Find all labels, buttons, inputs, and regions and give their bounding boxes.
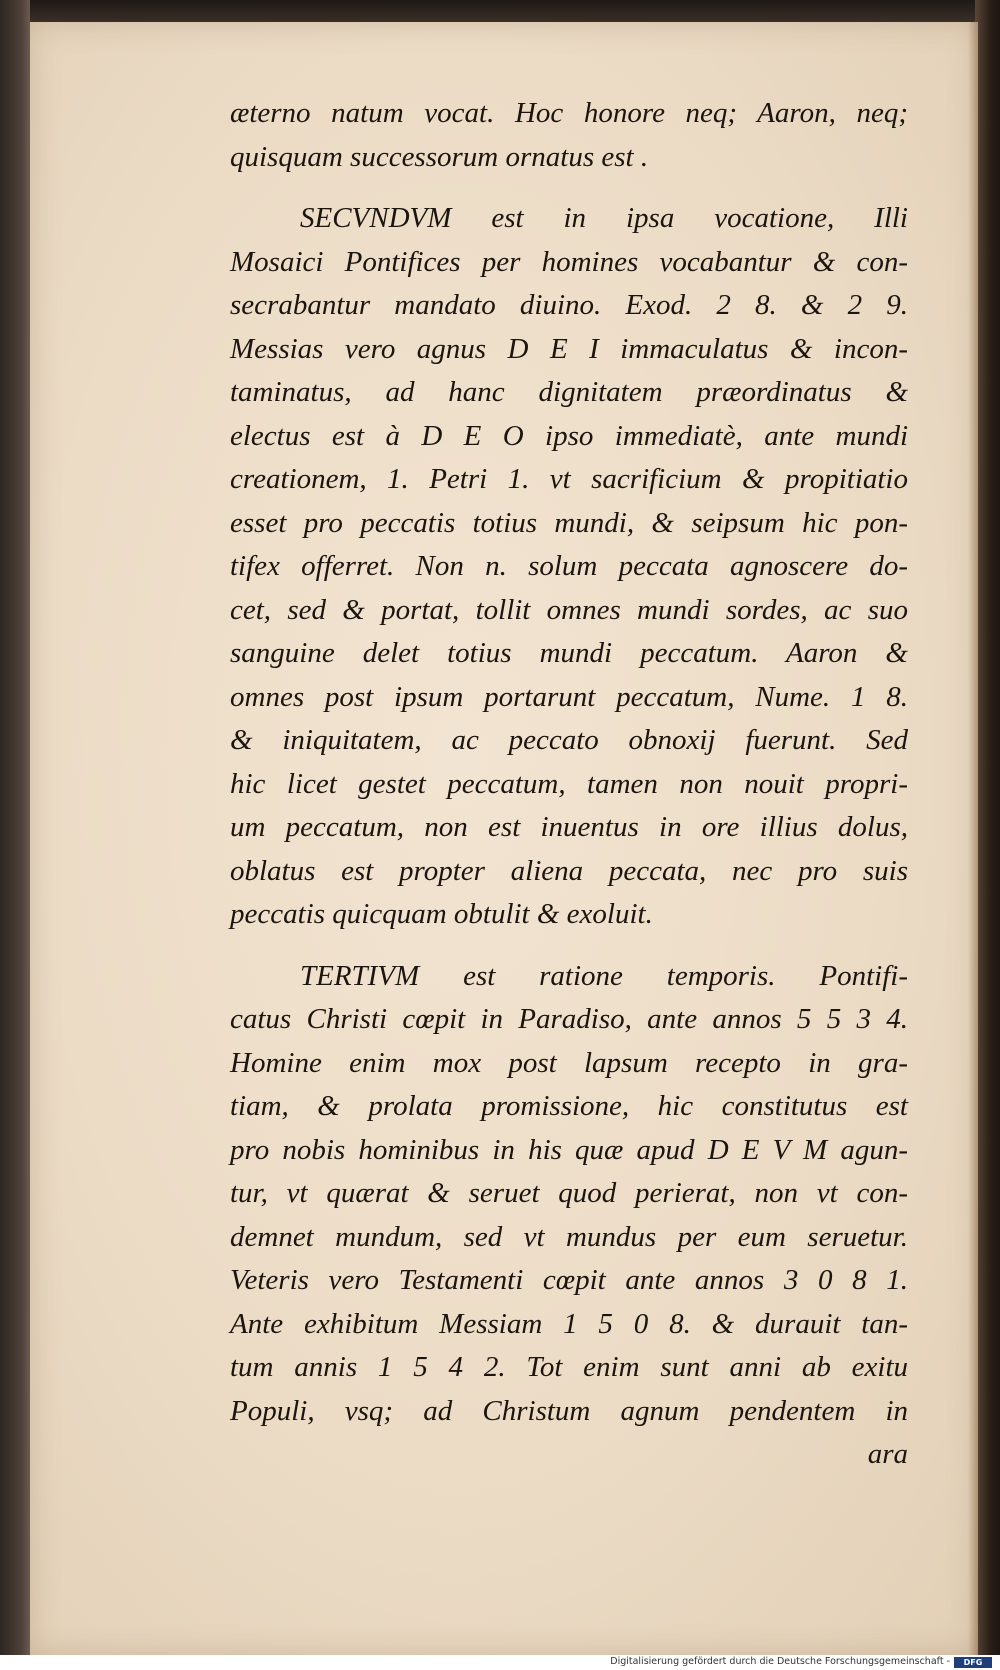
text-line: taminatus, ad hanc dignitatem præordinatus & xyxy=(230,376,908,408)
text-line: hic licet gestet peccatum, tamen non nouit propri- xyxy=(230,767,908,800)
funding-credit: Digitalisierung gefördert durch die Deutsche Forschungsgemeinschaft - xyxy=(610,1656,950,1667)
page-text xyxy=(230,92,908,1477)
text-line: Mosaici Pontifices per homines vocabantur & con- xyxy=(230,245,908,278)
text-line: Veteris vero Testamenti cœpit ante annos 3 0 8 1. xyxy=(230,1264,908,1296)
page-edge-shadow xyxy=(968,22,978,1655)
text-line: tum annis 1 5 4 2. Tot enim sunt anni ab exitu xyxy=(230,1351,908,1383)
scan-border-left xyxy=(0,0,30,1655)
text-line: secrabantur mandato diuino. Exod. 2 8. & 2 9. xyxy=(230,289,908,321)
text-line: Messias vero agnus D E I immaculatus & incon- xyxy=(230,332,908,365)
scan-border-top xyxy=(0,0,1000,24)
text-line: TERTIVM est ratione temporis. Pontifi- xyxy=(300,959,908,992)
text-line: oblatus est propter aliena peccata, nec pro suis xyxy=(230,854,908,887)
text-line: quisquam successorum ornatus est . xyxy=(230,140,649,173)
text-line: Homine enim mox post lapsum recepto in gra- xyxy=(230,1046,908,1079)
text-line: sanguine delet totius mundi peccatum. Aaron & xyxy=(230,637,908,669)
text-line: creationem, 1. Petri 1. vt sacrificium & propitiatio xyxy=(230,463,908,495)
text-line: pro nobis hominibus in his quæ apud D E V M agun- xyxy=(230,1133,908,1166)
text-line: tifex offerret. Non n. solum peccata agnoscere do- xyxy=(230,550,908,582)
text-line: demnet mundum, sed vt mundus per eum seruetur. xyxy=(230,1220,908,1253)
text-line: æterno natum vocat. Hoc honore neq; Aaron, neq; xyxy=(230,97,908,129)
book-spine-edge xyxy=(975,0,1000,1655)
catchword: ara xyxy=(867,1438,908,1470)
dfg-logo: DFG xyxy=(954,1657,992,1668)
text-line: Ante exhibitum Messiam 1 5 0 8. & durauit tan- xyxy=(230,1307,908,1340)
text-line: um peccatum, non est inuentus in ore illius dolus, xyxy=(230,811,908,843)
text-line: tiam, & prolata promissione, hic constitutus est xyxy=(230,1090,908,1122)
text-line: peccatis quicquam obtulit & exoluit. xyxy=(230,898,653,930)
text-line: & iniquitatem, ac peccato obnoxij fuerunt. Sed xyxy=(230,724,908,756)
text-line: Populi, vsq; ad Christum agnum pendentem in xyxy=(230,1394,908,1427)
text-line: esset pro peccatis totius mundi, & seipsum hic pon- xyxy=(230,506,908,539)
text-line: SECVNDVM est in ipsa vocatione, Illi xyxy=(300,202,908,234)
text-line: tur, vt quærat & seruet quod perierat, non vt con- xyxy=(230,1177,908,1209)
text-line: electus est à D E O ipso immediatè, ante mundi xyxy=(230,419,908,452)
text-line: omnes post ipsum portarunt peccatum, Nume. 1 8. xyxy=(230,680,908,713)
text-line: catus Christi cœpit in Paradiso, ante annos 5 5 3 4. xyxy=(230,1003,908,1035)
text-line: cet, sed & portat, tollit omnes mundi sordes, ac suo xyxy=(230,593,908,626)
digitization-footer xyxy=(0,1655,1000,1670)
